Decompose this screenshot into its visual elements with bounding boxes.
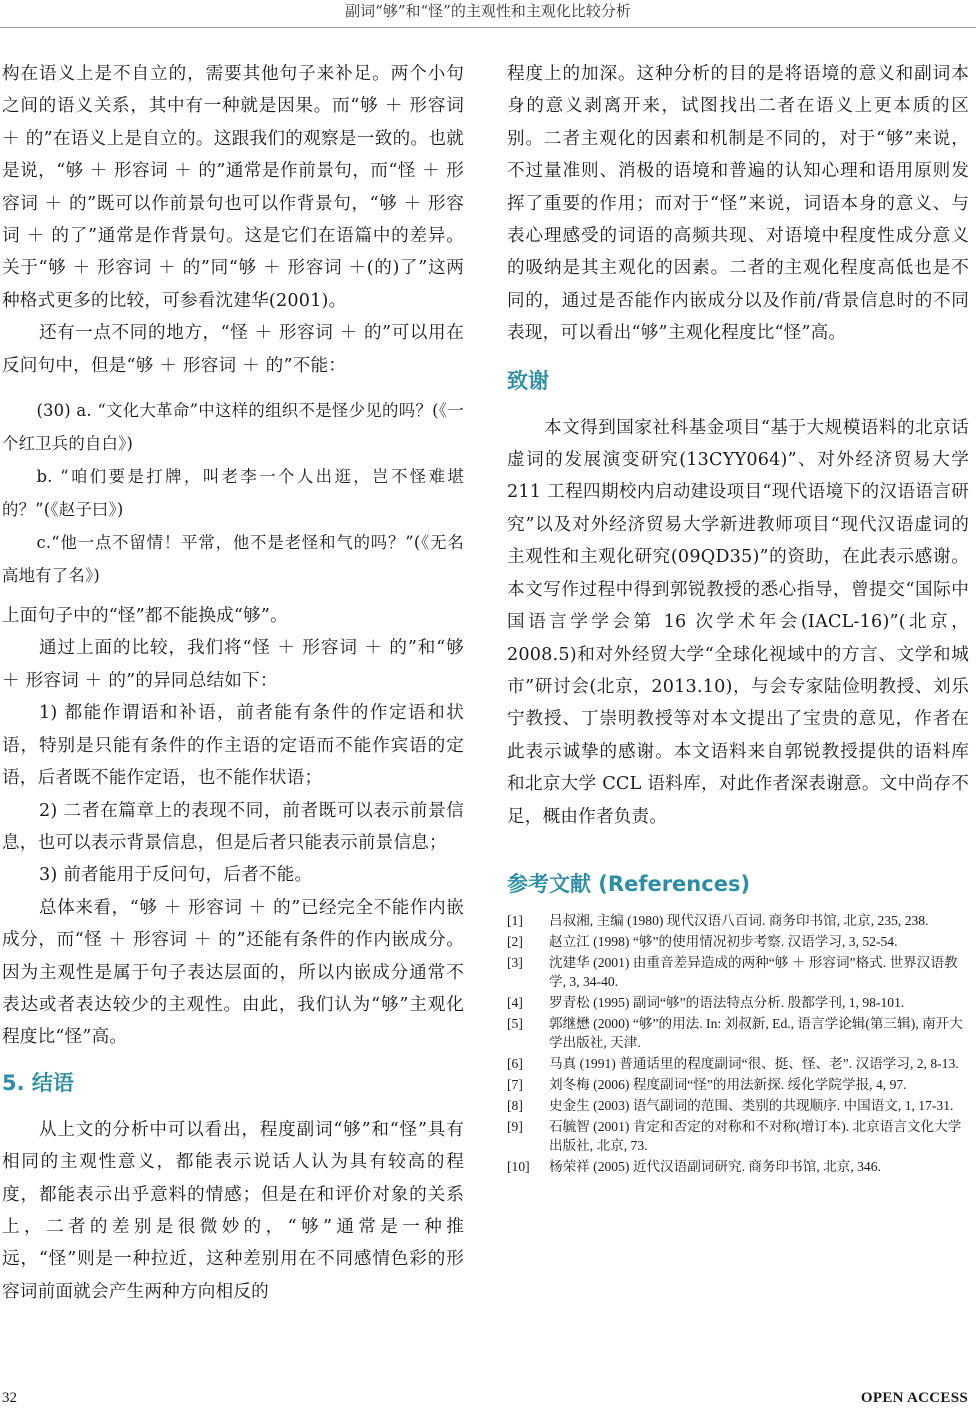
right-column <box>507 58 969 1178</box>
reference-text: 赵立江 (1998) “够”的使用情况初步考察. 汉语学习, 3, 52-54. <box>549 933 898 949</box>
left-column <box>2 58 464 1308</box>
page-number: 32 <box>2 1390 17 1406</box>
reference-number: [5] <box>507 1015 523 1031</box>
paragraph: 从上文的分析中可以看出，程度副词“够”和“怪”具有相同的主观性意义，都能表示说话人认为具有较高的程度，都能表示出乎意料的情感；但是在和评价对象的关系上，二者的差别是很微妙的，“够”通常是一种推远，“怪”则是一种拉近，这种差别用在不同感情色彩的形容词前面就会产生两种方向相反的 <box>2 1119 464 1302</box>
paragraph: 程度上的加深。这种分析的目的是将语境的意义和副词本身的意义剥离开来，试图找出二者在语义上更本质的区别。二者主观化的因素和机制是不同的，对于“够”来说，不过量准则、消极的语境和普遍的认知心理和语用原则发挥了重要的作用；而对于“怪”来说，词语本身的意义、与表心理感受的词语的高频共现、对语境中程度性成分意义的吸纳是其主观化的因素。二者的主观化程度高低也是不同的，通过是否能作内嵌成分以及作前/背景信息时的不同表现，可以看出“够”主观化程度比“怪”高。 <box>507 64 969 344</box>
running-header: 副词“够”和“怪”的主观性和主观化比较分析 <box>345 2 631 20</box>
example-30a: (30) a. “文化大革命”中这样的组织不是怪少见的吗？(《一个红卫兵的自白》) <box>2 401 464 454</box>
example-30c: c.“他一点不留情！平常，他不是老怪和气的吗？”(《无名高地有了名》) <box>2 533 464 586</box>
reference-item <box>507 932 969 951</box>
section-title-acknowledgements: 致谢 <box>507 368 549 393</box>
reference-item <box>507 1054 969 1073</box>
paragraph: 还有一点不同的地方，“怪 ＋ 形容词 ＋ 的”可以用在反问句中，但是“够 ＋ 形容词 ＋ 的”不能： <box>2 323 464 376</box>
reference-text: 石毓智 (2001) 肯定和否定的对称和不对称(增订本). 北京语言文化大学出版社, 北京, 73. <box>549 1118 962 1153</box>
section-title-references: 参考文献 (References) <box>507 871 751 896</box>
reference-text: 史金生 (2003) 语气副词的范围、类别的共现顺序. 中国语文, 1, 17-31. <box>549 1097 954 1113</box>
acknowledgements-text: 本文得到国家社科基金项目“基于大规模语料的北京话虚词的发展演变研究(13CYY064)”、对外经济贸易大学 211 工程四期校内启动建设项目“现代语境下的汉语语言研究”以及对外经济贸易大学新进教师项目“现代汉语虚词的主观性和主观化研究(09QD35)”的资助，在此表示感谢。本文写作过程中得到郭锐教授的悉心指导，曾提交“国际中国语言学学会第 16 次学术年会(IACL-16)”(北京，2008.5)和对外经贸大学“全球化视域中的方言、文学和城市”研讨会(北京，2013.10)，与会专家陆俭明教授、刘乐宁教授、丁崇明教授等对本文提出了宝贵的意见，作者在此表示诚挚的感谢。本文语料来自郭锐教授提供的语料库和北京大学 CCL 语料库，对此作者深表谢意。文中尚存不足，概由作者负责。 <box>507 417 969 827</box>
summary-item-3: 3) 前者能用于反问句，后者不能。 <box>38 865 313 886</box>
reference-number: [8] <box>507 1097 523 1113</box>
reference-item <box>507 1075 969 1094</box>
summary-item-2: 2) 二者在篇章上的表现不同，前者既可以表示前景信息，也可以表示背景信息，但是后者只能表示前景信息； <box>2 800 464 853</box>
reference-text: 罗青松 (1995) 副词“够”的语法特点分析. 殷都学刊, 1, 98-101. <box>549 994 905 1010</box>
reference-item <box>507 953 969 991</box>
reference-item <box>507 1014 969 1052</box>
reference-text: 沈建华 (2001) 由重音差异造成的两种“够 ＋ 形容词”格式. 世界汉语教学, 3, 34-40. <box>549 954 958 989</box>
reference-number: [6] <box>507 1055 523 1071</box>
reference-number: [10] <box>507 1158 530 1174</box>
reference-text: 刘冬梅 (2006) 程度副词“怪”的用法新探. 绥化学院学报, 4, 97. <box>549 1076 907 1092</box>
reference-number: [1] <box>507 912 523 928</box>
reference-number: [4] <box>507 994 523 1010</box>
section-title-conclusion: 5. 结语 <box>2 1070 74 1095</box>
reference-text: 吕叔湘, 主编 (1980) 现代汉语八百词. 商务印书馆, 北京, 235, 238. <box>549 912 929 928</box>
header-rule <box>0 27 976 28</box>
reference-item <box>507 1096 969 1115</box>
reference-item <box>507 993 969 1012</box>
summary-item-1: 1) 都能作谓语和补语，前者能有条件的作定语和状语，特别是只能有条件的作主语的定语而不能作宾语的定语，后者既不能作定语，也不能作状语； <box>2 703 464 789</box>
example-30b: b. “咱们要是打牌，叫老李一个人出逛，岂不怪难堪的？”(《赵子曰》) <box>2 467 464 520</box>
reference-number: [3] <box>507 954 523 970</box>
reference-number: [7] <box>507 1076 523 1092</box>
reference-item <box>507 1117 969 1155</box>
reference-item <box>507 911 969 930</box>
reference-list <box>507 911 969 1176</box>
paragraph: 上面句子中的“怪”都不能换成“够”。 <box>2 606 288 627</box>
reference-text: 郭继懋 (2000) “够”的用法. In: 刘叔新, Ed., 语言学论辑(第三辑), 南开大学出版社, 天津. <box>549 1015 963 1050</box>
reference-number: [9] <box>507 1118 523 1134</box>
reference-item <box>507 1157 969 1176</box>
paragraph: 构在语义上是不自立的，需要其他句子来补足。两个小句之间的语义关系，其中有一种就是因果。而“够 ＋ 形容词 ＋ 的”在语义上是自立的。这跟我们的观察是一致的。也就是说，“够 ＋ 形容词 ＋ 的”通常是作前景句，而“怪 ＋ 形容词 ＋ 的”既可以作前景句也可以作背景句，“够 ＋ 形容词 ＋ 的了”通常是作背景句。这是它们在语篇中的差异。关于“够 ＋ 形容词 ＋ 的”同“够 ＋ 形容词 ＋(的)了”这两种格式更多的比较，可参看沈建华(2001)。 <box>2 64 464 311</box>
reference-text: 马真 (1991) 普通话里的程度副词“很、挺、怪、老”. 汉语学习, 2, 8-13. <box>549 1055 959 1071</box>
paragraph: 总体来看，“够 ＋ 形容词 ＋ 的”已经完全不能作内嵌成分，而“怪 ＋ 形容词 ＋ 的”还能有条件的作内嵌成分。因为主观性是属于句子表达层面的，所以内嵌成分通常不表达或者表达较少的主观性。由此，我们认为“够”主观化程度比“怪”高。 <box>2 897 464 1048</box>
reference-text: 杨荣祥 (2005) 近代汉语副词研究. 商务印书馆, 北京, 346. <box>549 1158 881 1174</box>
paragraph: 通过上面的比较，我们将“怪 ＋ 形容词 ＋ 的”和“够 ＋ 形容词 ＋ 的”的异同总结如下： <box>2 638 464 691</box>
open-access-label: OPEN ACCESS <box>860 1390 968 1406</box>
reference-number: [2] <box>507 933 523 949</box>
